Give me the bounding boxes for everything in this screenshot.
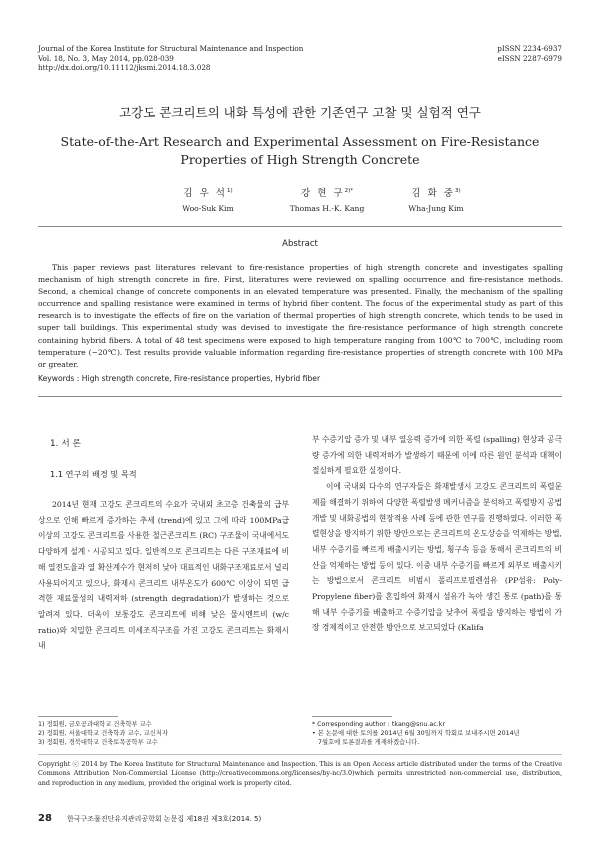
page-number: 28 <box>38 813 52 824</box>
abstract-title: Abstract <box>282 239 318 249</box>
discussion-note-2: 7월호에 토론결과를 게재하겠습니다. <box>318 739 420 747</box>
author-3-ko: 김 화 중 <box>411 188 455 199</box>
issn-block <box>497 44 562 63</box>
footnotes-left <box>38 720 168 748</box>
subsection-heading-background: 1.1 연구의 배경 및 목적 <box>50 469 137 479</box>
copyright-text: Copyright ⓒ 2014 by The Korea Institute for Structural Maintenance and Inspection. This is an Open Access article distributed under the terms of the Creative Commons Attribution Non-Commercial License (http://creativecommons.org/licenses/by-nc/3.0)which permits unrestricted non-commercial use, distribution, and reproduction in any medium, provided the original work is properly cited. <box>38 760 562 787</box>
discussion-note-1: • 본 논문에 대한 토의를 2014년 6월 30일까지 학회로 보내주시면 2014년 <box>312 730 520 738</box>
author-2-ko: 강 현 구 <box>301 188 345 199</box>
right-paragraph-2: 이에 국내외 다수의 연구자들은 화재발생시 고강도 콘크리트의 폭렬문제를 해결하기 위하여 다양한 폭렬발생 메커니즘을 분석하고 폭렬방지 공법 개발 및 내화공법의 현장적용 사례 등에 관한 연구를 진행하였다. 이러한 폭렬현상을 방지하기 위한 방안으로는 콘크리트의 온도상승을 억제하는 방법, 내부 수증기를 빠르게 배출시키는 방법, 횡구속 등을 통해서 콘크리트의 비산을 억제하는 방법 등이 있다. 이중 내부 수증기를 빠르게 외부로 배출시키는 방법으로서 콘크리트 비범시 폴리프로필렌섬유 (PP섬유: Poly-Propylene fiber)를 혼입하여 화재시 섬유가 녹아 생긴 통로 (path)를 통해 내부 수증기를 배출하고 수증기압을 낮추어 폭렬을 방지하는 방법이 가장 경제적이고 안전한 방안으로 보고되었다 (Kalifa <box>312 482 562 633</box>
footnote-right-rule <box>312 716 392 717</box>
footnotes-right <box>312 720 520 748</box>
abstract-top-rule <box>38 226 562 227</box>
pissn: pISSN 2234-6937 <box>497 44 562 53</box>
author-1-sup: 1) <box>226 187 233 194</box>
journal-volume: Vol. 18, No. 3, May 2014, pp.028-039 <box>38 53 174 63</box>
eissn: eISSN 2287-6979 <box>497 53 562 63</box>
page-footer <box>38 806 261 825</box>
footnote-2: 2) 정회원, 서울대학교 건축학과 교수, 교신저자 <box>38 730 168 738</box>
author-1-ko: 김 우 석 <box>183 188 227 199</box>
abstract-text: This paper reviews past literatures relevant to fire-resistance properties of high strength concrete and investigates spalling mechanism of high strength concrete in fire. First, literatures were reviewed on spalling occurrence and fire-resistance methods. Second, a chemical change of concrete components in an elevated temperature was presented. Finally, the mechanism of the spalling occurrence and spalling resistance were examined in terms of hybrid fiber content. The focus of the experimental study as part of this research is to investigate the effects of fire on the variation of thermal properties of high strength concrete, which tends to be used in super tall buildings. This experimental study was devised to investigate the fire-resistance performance of high strength concrete containing hybrid fibers. A total of 48 test specimens were exposed to high temperature ranging from 100℃ to 700℃, including room temperature (~20℃). Test results provide valuable information regarding fire-resistance properties of strength concrete with 100 MPa or greater. <box>38 263 563 369</box>
footnote-3: 3) 정회원, 경북대학교 건축토목공학부 교수 <box>38 739 158 747</box>
abstract-bottom-rule <box>38 396 562 397</box>
copyright-rule <box>38 754 562 755</box>
author-1-en: Woo-Suk Kim <box>182 204 234 213</box>
footnote-1: 1) 정회원, 금오공과대학교 건축학부 교수 <box>38 721 152 728</box>
footnote-left-rule <box>38 716 118 717</box>
right-column-text <box>312 432 562 636</box>
left-column-text <box>38 497 289 654</box>
left-paragraph: 2014년 현재 고강도 콘크리트의 수요가 국내외 초고층 건축물의 급부상으로 인해 빠르게 증가하는 추세 (trend)에 있고 그에 따라 100MPa급 이상의 고강도 콘크리트를 사용한 철근콘크리트 (RC) 구조물이 국내에서도 다양하게 설계ㆍ시공되고 있다. 일반적으로 콘크리트는 다른 구조재료에 비해 열전도율과 열 확산계수가 현저히 낮아 대표적인 내화구조재료로서 널리 사용되어지고 있으나, 화재시 콘크리트 내부온도가 600℃ 이상이 되면 급격한 재료물성의 내력저하 (strength degradation)가 발생하는 것으로 알려져 있다. 더욱이 보통강도 콘크리트에 비해 낮은 물시멘트비 (w/c ratio)와 치밀한 콘크리트 미세조직구조를 가진 고강도 콘크리트는 화재시 내 <box>38 500 289 651</box>
title-korean: 고강도 콘크리트의 내화 특성에 관한 기존연구 고찰 및 실험적 연구 <box>119 105 481 120</box>
right-paragraph-1: 부 수증기압 증가 및 내부 열응력 증가에 의한 폭렬 (spalling) 현상과 공극량 증가에 의한 내력저하가 발생하기 때문에 이에 따른 원인 분석과 대책이 절실하게 필요한 실정이다. <box>312 435 562 476</box>
author-3 <box>381 185 491 213</box>
section-heading-introduction: 1. 서 론 <box>50 439 81 449</box>
journal-header <box>38 44 303 73</box>
journal-name: Journal of the Korea Institute for Structural Maintenance and Inspection <box>38 44 304 53</box>
author-2-en: Thomas H.-K. Kang <box>289 204 365 213</box>
corresponding-author: * Corresponding author : tkang@snu.ac.kr <box>312 721 445 728</box>
author-2-sup: 2)* <box>344 187 353 194</box>
author-3-sup: 3) <box>454 187 461 194</box>
footer-journal: 한국구조물진단유지관리공학회 논문집 제18권 제3호(2014. 5) <box>67 815 262 823</box>
doi-link[interactable]: http://dx.doi.org/10.11112/jksmi.2014.18.3.028 <box>38 63 211 72</box>
keywords: Keywords : High strength concrete, Fire-resistance properties, Hybrid fiber <box>38 374 321 383</box>
author-2 <box>272 185 382 213</box>
title-english: State-of-the-Art Research and Experimental Assessment on Fire-Resistance Properties of High Strength Concrete <box>60 134 540 167</box>
author-3-en: Wha-Jung Kim <box>408 204 464 213</box>
author-1 <box>153 185 263 213</box>
